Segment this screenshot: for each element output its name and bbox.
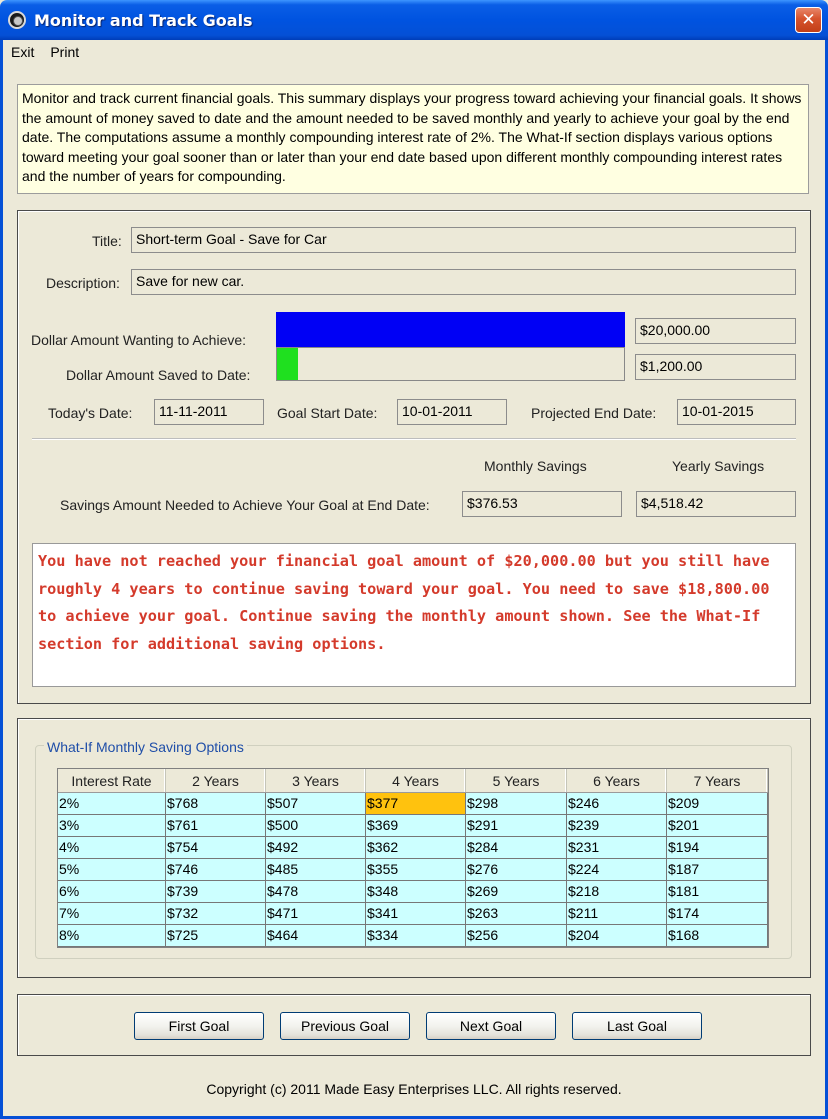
interest-rate-cell[interactable]: 6% bbox=[58, 881, 166, 903]
close-button[interactable]: ✕ bbox=[795, 7, 822, 33]
table-row[interactable] bbox=[58, 925, 768, 947]
savings-cell[interactable]: $201 bbox=[667, 815, 768, 837]
todays-date-field[interactable]: 11-11-2011 bbox=[154, 399, 264, 425]
target-amount-bar bbox=[276, 312, 625, 348]
interest-rate-cell[interactable]: 5% bbox=[58, 859, 166, 881]
savings-cell[interactable]: $263 bbox=[466, 903, 567, 925]
savings-cell[interactable]: $187 bbox=[667, 859, 768, 881]
column-header-3-years[interactable]: 3 Years bbox=[266, 769, 366, 792]
end-date-field[interactable]: 10-01-2015 bbox=[677, 399, 796, 425]
savings-cell[interactable]: $492 bbox=[266, 837, 366, 859]
todays-date-label: Today's Date: bbox=[48, 405, 133, 421]
savings-cell[interactable]: $269 bbox=[466, 881, 567, 903]
savings-cell[interactable]: $485 bbox=[266, 859, 366, 881]
description-field[interactable]: Save for new car. bbox=[131, 269, 796, 295]
target-amount-bar-fill bbox=[276, 312, 625, 348]
savings-cell[interactable]: $507 bbox=[266, 793, 366, 815]
savings-cell[interactable]: $211 bbox=[567, 903, 667, 925]
savings-cell[interactable]: $256 bbox=[466, 925, 567, 947]
whatif-group-title: What-If Monthly Saving Options bbox=[44, 739, 247, 755]
table-row[interactable] bbox=[58, 881, 768, 903]
savings-cell[interactable]: $464 bbox=[266, 925, 366, 947]
savings-cell[interactable]: $348 bbox=[366, 881, 466, 903]
column-header-interest-rate[interactable]: Interest Rate bbox=[58, 769, 166, 792]
savings-cell[interactable]: $224 bbox=[567, 859, 667, 881]
savings-cell[interactable]: $209 bbox=[667, 793, 768, 815]
saved-amount-bar-fill bbox=[277, 348, 298, 380]
column-header-2-years[interactable]: 2 Years bbox=[166, 769, 266, 792]
yearly-savings-header: Yearly Savings bbox=[672, 458, 765, 474]
savings-needed-label: Savings Amount Needed to Achieve Your Goal at End Date: bbox=[60, 497, 430, 513]
savings-cell[interactable]: $204 bbox=[567, 925, 667, 947]
window-title-bar[interactable] bbox=[0, 0, 828, 40]
saved-amount-field[interactable]: $1,200.00 bbox=[635, 354, 796, 380]
savings-cell[interactable]: $276 bbox=[466, 859, 567, 881]
savings-cell[interactable]: $471 bbox=[266, 903, 366, 925]
description-label: Description: bbox=[46, 275, 120, 291]
savings-cell[interactable]: $181 bbox=[667, 881, 768, 903]
savings-cell[interactable]: $768 bbox=[166, 793, 266, 815]
next-goal-button[interactable]: Next Goal bbox=[426, 1012, 556, 1040]
saved-amount-bar bbox=[276, 347, 625, 381]
savings-cell[interactable]: $362 bbox=[366, 837, 466, 859]
info-description: Monitor and track current financial goals. This summary displays your progress toward achieving your financial goals. It shows the amount of money saved to date and the amount needed to be saved monthly and yearly to achieve your goal by the end date. The computations assume a monthly compounding interest rate of 2%. The What-If section displays various options toward meeting your goal sooner than or later than your end date based upon different monthly compounding interest rates and the number of years for compounding. bbox=[17, 84, 809, 194]
savings-cell[interactable]: $218 bbox=[567, 881, 667, 903]
menu-exit[interactable]: Exit bbox=[11, 44, 35, 60]
table-row[interactable] bbox=[58, 815, 768, 837]
savings-cell[interactable]: $725 bbox=[166, 925, 266, 947]
window-border-left bbox=[0, 40, 3, 1119]
savings-cell[interactable]: $377 bbox=[366, 793, 466, 815]
wanting-label: Dollar Amount Wanting to Achieve: bbox=[31, 332, 247, 348]
savings-cell[interactable]: $754 bbox=[166, 837, 266, 859]
savings-cell[interactable]: $369 bbox=[366, 815, 466, 837]
start-date-label: Goal Start Date: bbox=[277, 405, 378, 421]
first-goal-button[interactable]: First Goal bbox=[134, 1012, 264, 1040]
end-date-label: Projected End Date: bbox=[531, 405, 657, 421]
menu-bar bbox=[3, 40, 825, 64]
savings-cell[interactable]: $761 bbox=[166, 815, 266, 837]
savings-cell[interactable]: $746 bbox=[166, 859, 266, 881]
savings-cell[interactable]: $341 bbox=[366, 903, 466, 925]
savings-cell[interactable]: $246 bbox=[567, 793, 667, 815]
title-label: Title: bbox=[92, 233, 122, 249]
column-header-4-years[interactable]: 4 Years bbox=[366, 769, 466, 792]
savings-cell[interactable]: $284 bbox=[466, 837, 567, 859]
yearly-savings-field[interactable]: $4,518.42 bbox=[636, 491, 796, 517]
savings-cell[interactable]: $334 bbox=[366, 925, 466, 947]
interest-rate-cell[interactable]: 7% bbox=[58, 903, 166, 925]
title-field[interactable]: Short-term Goal - Save for Car bbox=[131, 227, 796, 253]
goal-divider bbox=[32, 438, 796, 439]
whatif-table-body bbox=[58, 793, 768, 947]
savings-cell[interactable]: $298 bbox=[466, 793, 567, 815]
savings-cell[interactable]: $355 bbox=[366, 859, 466, 881]
savings-cell[interactable]: $500 bbox=[266, 815, 366, 837]
window-title: Monitor and Track Goals bbox=[34, 11, 253, 30]
last-goal-button[interactable]: Last Goal bbox=[572, 1012, 702, 1040]
saved-label: Dollar Amount Saved to Date: bbox=[66, 367, 251, 383]
monthly-savings-header: Monthly Savings bbox=[484, 458, 587, 474]
column-header-7-years[interactable]: 7 Years bbox=[667, 769, 768, 792]
column-header-5-years[interactable]: 5 Years bbox=[466, 769, 567, 792]
savings-cell[interactable]: $174 bbox=[667, 903, 768, 925]
start-date-field[interactable]: 10-01-2011 bbox=[397, 399, 507, 425]
interest-rate-cell[interactable]: 3% bbox=[58, 815, 166, 837]
table-row[interactable] bbox=[58, 859, 768, 881]
whatif-table bbox=[57, 768, 769, 948]
interest-rate-cell[interactable]: 8% bbox=[58, 925, 166, 947]
copyright-text: Copyright (c) 2011 Made Easy Enterprises LLC. All rights reserved. bbox=[206, 1081, 622, 1097]
savings-cell[interactable]: $478 bbox=[266, 881, 366, 903]
previous-goal-button[interactable]: Previous Goal bbox=[280, 1012, 410, 1040]
interest-rate-cell[interactable]: 2% bbox=[58, 793, 166, 815]
savings-cell[interactable]: $739 bbox=[166, 881, 266, 903]
interest-rate-cell[interactable]: 4% bbox=[58, 837, 166, 859]
menu-print[interactable]: Print bbox=[50, 44, 80, 60]
monthly-savings-field[interactable]: $376.53 bbox=[462, 491, 622, 517]
table-row[interactable] bbox=[58, 837, 768, 859]
table-row[interactable] bbox=[58, 903, 768, 925]
wanting-amount-field[interactable]: $20,000.00 bbox=[635, 318, 796, 344]
goal-status-message: You have not reached your financial goal amount of $20,000.00 but you still have roughly 4 years to continue saving toward your goal. You need to save $18,800.00 to achieve your goal. Continue saving the monthly amount shown. See the What-If section for additional saving options. bbox=[32, 543, 796, 687]
table-row[interactable] bbox=[58, 793, 768, 815]
savings-cell[interactable]: $168 bbox=[667, 925, 768, 947]
whatif-table-header bbox=[58, 769, 768, 793]
app-icon[interactable] bbox=[8, 11, 26, 29]
savings-cell[interactable]: $239 bbox=[567, 815, 667, 837]
savings-cell[interactable]: $194 bbox=[667, 837, 768, 859]
savings-cell[interactable]: $732 bbox=[166, 903, 266, 925]
savings-cell[interactable]: $231 bbox=[567, 837, 667, 859]
column-header-6-years[interactable]: 6 Years bbox=[567, 769, 667, 792]
savings-cell[interactable]: $291 bbox=[466, 815, 567, 837]
